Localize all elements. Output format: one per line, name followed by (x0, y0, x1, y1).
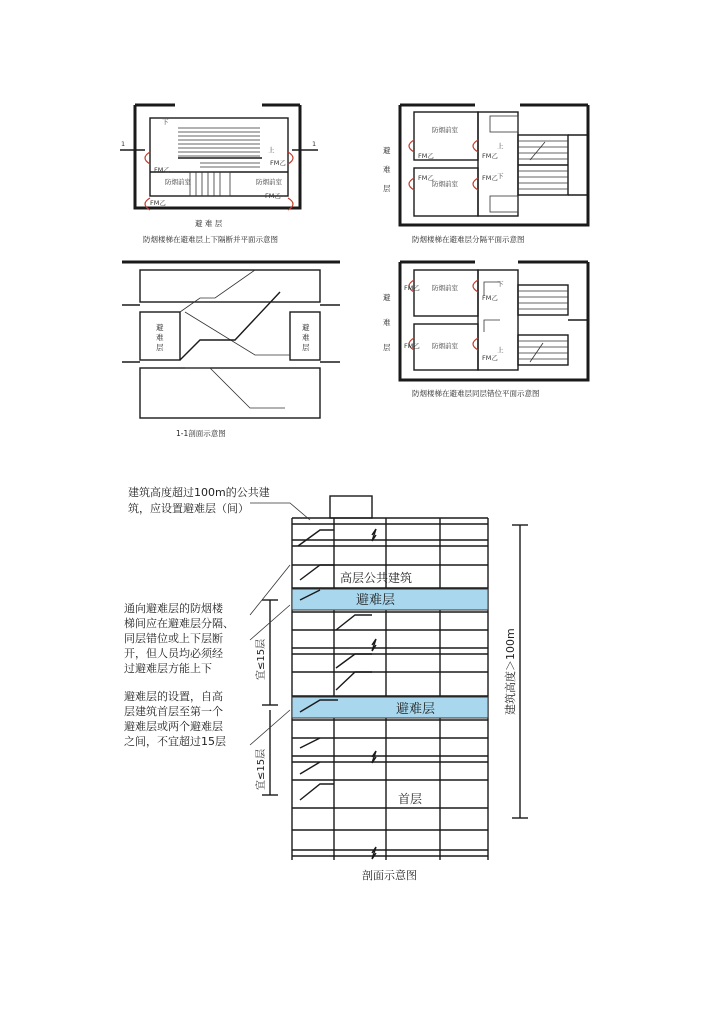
right-label-char: 难 (302, 333, 310, 342)
note-line: 开，但人员均必须经 (124, 647, 223, 660)
note-line: 建筑高度超过100m的公共建 (128, 486, 270, 499)
door-swing (288, 152, 293, 210)
door-label: FM乙 (154, 166, 170, 174)
section-caption: 剖面示意图 (362, 869, 417, 882)
door-label: FM乙 (150, 199, 166, 207)
panel-3-caption: 1-1剖面示意图 (176, 429, 226, 438)
panel-3-section (122, 262, 340, 438)
panel-1-plan (120, 105, 318, 244)
ground-floor-label: 首层 (398, 792, 423, 806)
section-mark-right: 1 (312, 140, 317, 148)
room-label: 防烟前室 (432, 284, 458, 292)
down-label: 下 (497, 172, 504, 180)
section-mark-left: 1 (121, 140, 126, 148)
door-label: FM乙 (404, 284, 420, 292)
note-line: 避难层的设置，自高 (124, 690, 223, 703)
panel-1-caption: 防烟楼梯在避难层上下隔断并平面示意图 (143, 235, 278, 244)
right-label-char: 避 (302, 323, 310, 332)
note-middle (124, 601, 234, 675)
note-line: 筑，应设置避难层（间） (128, 502, 249, 515)
room-label: 防烟前室 (256, 178, 282, 186)
up-label: 上 (268, 146, 275, 154)
door-label: FM乙 (404, 342, 420, 350)
side-label-char: 难 (383, 165, 391, 174)
dimension-label-lower: 宜≤15层 (256, 748, 267, 790)
side-label-char: 层 (383, 343, 391, 352)
floor-lines (292, 518, 488, 856)
note-line: 层建筑首层至第一个 (124, 705, 223, 718)
note-line: 避难层或两个避难层 (124, 720, 223, 733)
note-bottom (124, 689, 226, 748)
room-label: 防烟前室 (432, 126, 458, 134)
up-label: 上 (497, 142, 504, 150)
door-label: FM乙 (482, 294, 498, 302)
left-label-char: 难 (156, 333, 164, 342)
stair-treads-top (178, 128, 262, 167)
refuge-label-lower: 避难层 (396, 702, 436, 717)
door-label: FM乙 (482, 354, 498, 362)
up-label: 上 (497, 346, 504, 354)
down-label: 下 (162, 118, 169, 126)
room-label: 防烟前室 (432, 180, 458, 188)
note-line: 通向避难层的防烟楼 (124, 602, 223, 615)
door-label: FM乙 (418, 174, 434, 182)
side-label-char: 层 (383, 184, 391, 193)
room-label: 防烟前室 (165, 178, 191, 186)
room-label: 防烟前室 (432, 342, 458, 350)
refuge-label-upper: 避难层 (356, 593, 396, 608)
note-line: 同层错位或上下层断 (124, 632, 223, 645)
note-line: 之间，不宜超过15层 (124, 735, 226, 748)
note-top (128, 485, 270, 515)
panel-2-plan (383, 105, 588, 244)
panel-4-plan (383, 262, 588, 398)
dimension-label-upper: 宜≤15层 (256, 638, 267, 680)
left-label-char: 层 (156, 343, 164, 352)
panel-4-caption: 防烟楼梯在避难层同层错位平面示意图 (412, 389, 540, 398)
building-label: 高层公共建筑 (340, 571, 413, 585)
panel-2-caption: 防烟楼梯在避难层分隔平面示意图 (412, 235, 525, 244)
building-section (250, 496, 528, 882)
down-label: 下 (497, 280, 504, 288)
side-label-char: 避 (383, 146, 391, 155)
side-label-char: 避 (383, 293, 391, 302)
left-label-char: 避 (156, 323, 164, 332)
note-line: 过避难层方能上下 (124, 662, 212, 675)
note-line: 梯间应在避难层分隔、 (124, 617, 234, 630)
side-label-char: 难 (383, 318, 391, 327)
door-label: FM乙 (482, 174, 498, 182)
floor-label: 避 难 层 (195, 219, 223, 228)
door-label: FM乙 (418, 152, 434, 160)
right-label-char: 层 (302, 343, 310, 352)
door-label: FM乙 (482, 152, 498, 160)
door-label: FM乙 (265, 192, 281, 200)
door-label: FM乙 (270, 159, 286, 167)
height-label: 建筑高度＞100m (504, 628, 517, 715)
